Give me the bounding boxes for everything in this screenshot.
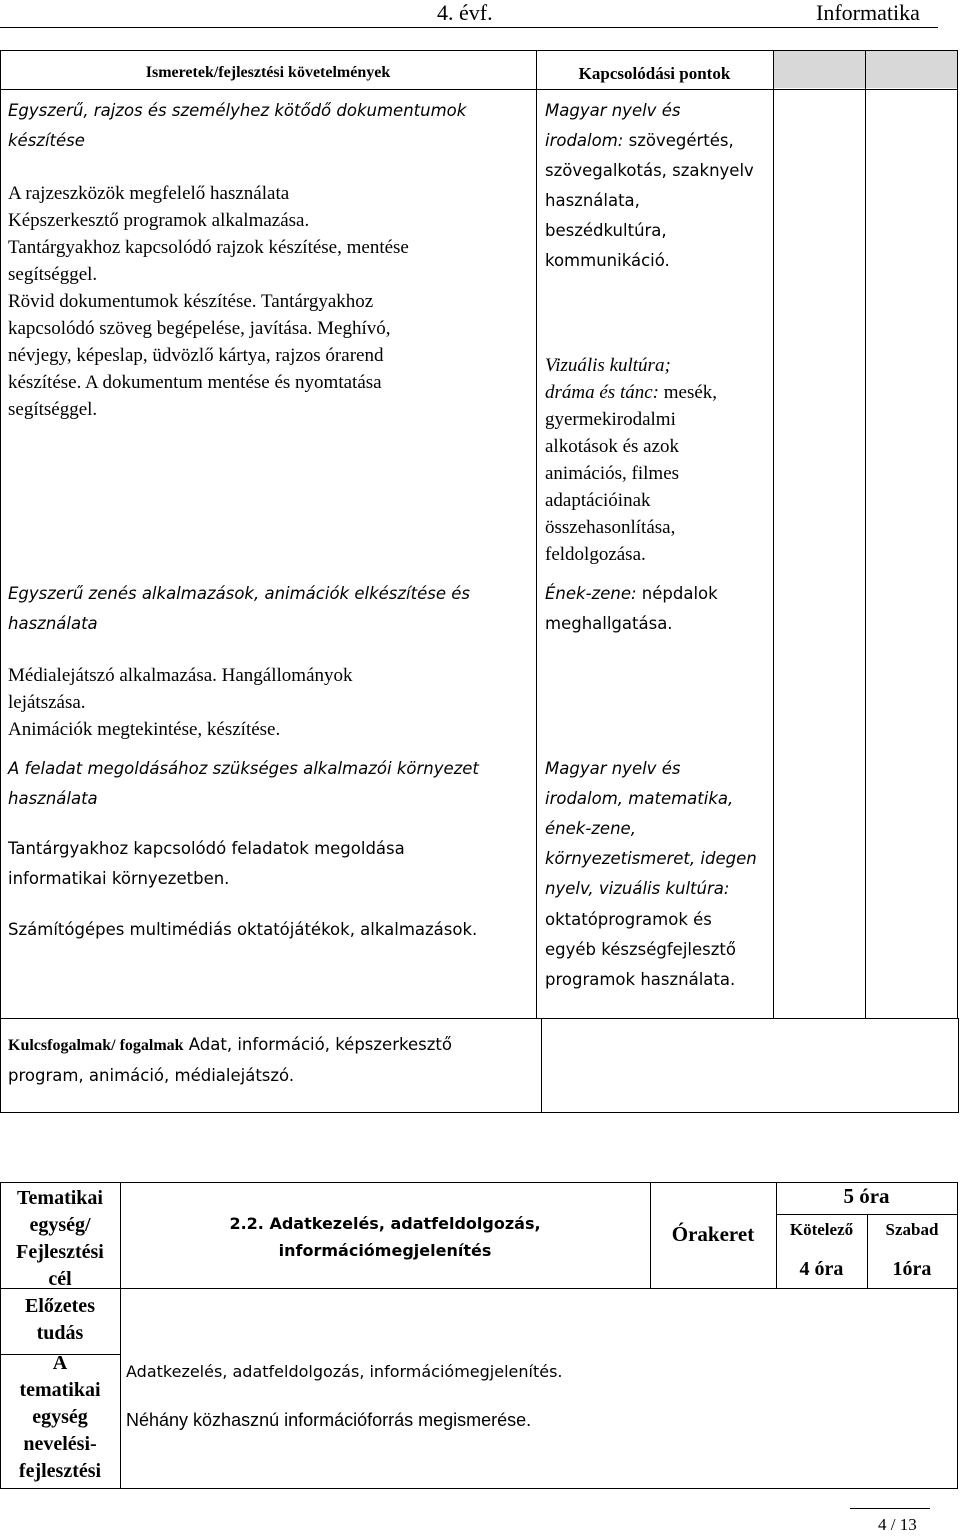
prior-knowledge-label: Előzetes tudás	[25, 1295, 95, 1344]
keywords-text: Kulcsfogalmak/ fogalmak Adat, információ, képszerkesztő program, animáció, médialejátszó.	[8, 1035, 452, 1085]
goals-text: Néhány közhasznú információforrás megismerése.	[126, 1410, 532, 1430]
links-column-header: Kapcsolódási pontok	[578, 64, 731, 83]
link3-text: Ének-zene: népdalok meghallgatása.	[545, 584, 718, 633]
mandatory-label: Kötelező	[789, 1220, 854, 1239]
section1-title: Egyszerű, rajzos és személyhez kötődő dokumentumok készítése	[8, 101, 467, 150]
link2-text: Vizuális kultúra; dráma és tánc: mesék, gyermekirodalmi alkotások és azok animációs, filmes adaptációinak összehasonlítása, feldolgozása.	[545, 355, 718, 565]
total-hours: 5 óra	[843, 1184, 890, 1208]
mandatory-hours: 4 óra	[799, 1258, 844, 1280]
link1-text: Magyar nyelv és irodalom: szövegértés, szövegalkotás, szaknyelv használata, beszédkultúra, kommunikáció.	[545, 101, 754, 270]
section2-title: Egyszerű zenés alkalmazások, animációk elkészítése és használata	[8, 584, 470, 633]
grade-header: 4. évf.	[437, 0, 493, 25]
section3-apps: Számítógépes multimédiás oktatójátékok, alkalmazások.	[8, 920, 478, 939]
section3-title: A feladat megoldásához szükséges alkalmazói környezet használata	[8, 759, 479, 808]
unit-label: Tematikai egység/ Fejlesztési cél	[16, 1187, 104, 1290]
section2-body: Médialejátszó alkalmazása. Hangállományok lejátszása. Animációk megtekintése, készítése.	[8, 665, 353, 740]
subject-header: Informatika	[816, 0, 920, 25]
section1-body: A rajzeszközök megfelelő használata Képszerkesztő programok alkalmazása. Tantárgyakhoz kapcsolódó rajzok készítése, mentése segítséggel. Rövid dokumentumok készítése. Tantárgyakhoz kapcsolódó szöveg begépelése, javítása. Meghívó, névjegy, képeslap, üdvözlő kártya, rajzos órarend készítése. A dokumentum mentése és nyomtatása segítséggel.	[8, 183, 409, 420]
free-hours: 1óra	[892, 1258, 932, 1280]
unit-title: 2.2. Adatkezelés, adatfeldolgozás, információmegjelenítés	[229, 1214, 541, 1260]
header-rule	[0, 27, 938, 28]
prior-knowledge-text: Adatkezelés, adatfeldolgozás, információmegjelenítés.	[126, 1362, 563, 1381]
section3-body: Tantárgyakhoz kapcsolódó feladatok megoldása informatikai környezetben.	[8, 839, 405, 888]
hours-label: Órakeret	[671, 1222, 755, 1246]
page-number: 4 / 13	[878, 1515, 917, 1534]
footer-rule	[850, 1508, 930, 1509]
goals-label: A tematikai egység nevelési- fejlesztési	[18, 1352, 102, 1482]
link4-programs: oktatóprogramok és egyéb készségfejlesztő programok használata.	[545, 910, 736, 989]
free-label: Szabad	[885, 1220, 939, 1239]
knowledge-column-header: Ismeretek/fejlesztési követelmények	[145, 64, 391, 81]
link4-subjects: Magyar nyelv és irodalom, matematika, ének-zene, környezetismeret, idegen nyelv, vizuális kultúra:	[545, 759, 757, 898]
